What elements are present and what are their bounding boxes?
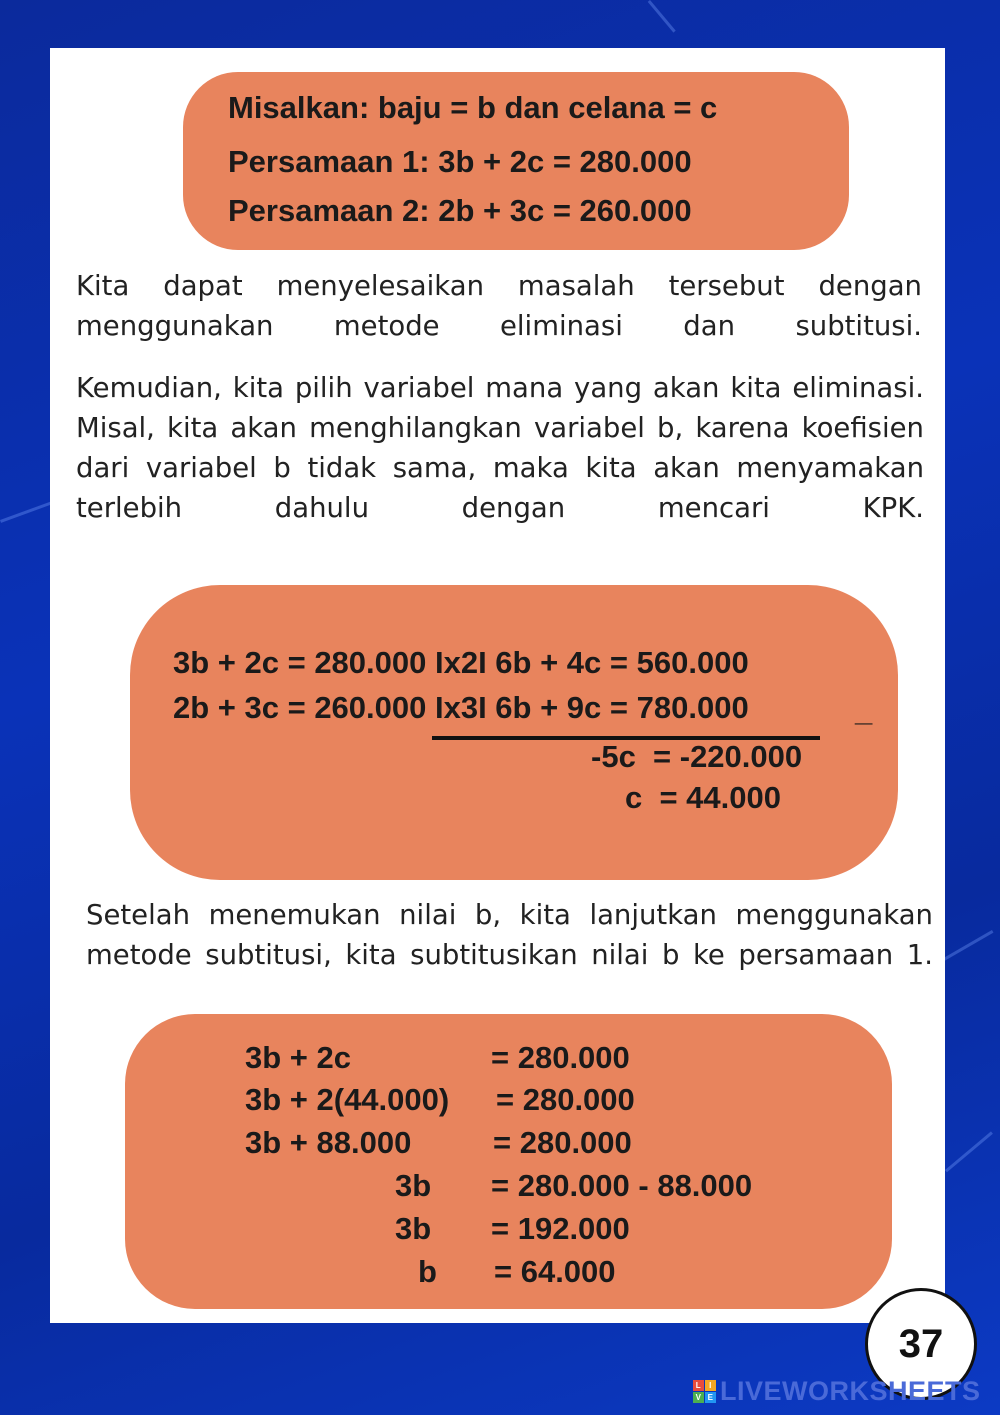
substitution-left: 3b	[395, 1211, 432, 1246]
substitution-left: 3b	[395, 1168, 432, 1203]
elimination-row-1: 3b + 2c = 280.000 Ix2I 6b + 4c = 560.000	[173, 645, 749, 680]
watermark	[693, 1376, 981, 1406]
equation-2-line: Persamaan 2: 2b + 3c = 260.000	[228, 193, 692, 228]
substitution-right: = 280.000	[493, 1125, 632, 1160]
bg-decoration	[648, 0, 676, 33]
paragraph-elimination: Kemudian, kita pilih variabel mana yang akan kita eliminasi. Misal, kita akan menghilangkan variabel b, karena koefisien dari variabel b tidak sama, maka kita akan menyamakan terlebih dahulu dengan mencari KPK.	[76, 372, 924, 524]
elimination-result-row: -5c = -220.000	[591, 739, 803, 774]
bg-decoration	[940, 930, 993, 963]
substitution-left: 3b + 2(44.000)	[245, 1082, 450, 1117]
c-value-row: c = 44.000	[625, 780, 781, 815]
liveworksheets-logo-icon: L I V E	[693, 1380, 716, 1403]
bg-decoration	[0, 499, 57, 522]
equation-1-line: Persamaan 1: 3b + 2c = 280.000	[228, 144, 692, 179]
substitution-left: 3b + 2c	[245, 1040, 351, 1075]
substitution-right: = 280.000	[496, 1082, 635, 1117]
substitution-right: = 280.000	[491, 1040, 630, 1075]
substitution-left: b	[418, 1254, 437, 1289]
watermark-text: LIVEWORKSHEETS	[720, 1375, 981, 1406]
substitution-right: = 280.000 - 88.000	[491, 1168, 753, 1203]
elimination-box	[130, 585, 898, 880]
subtraction-sign: _	[855, 693, 873, 728]
paragraph-substitution: Setelah menemukan nilai b, kita lanjutkan menggunakan metode subtitusi, kita subtitusikan nilai b ke persamaan 1.	[86, 899, 933, 971]
substitution-left: 3b + 88.000	[245, 1125, 412, 1160]
page-number: 37	[898, 1321, 944, 1366]
substitution-right: = 64.000	[494, 1254, 616, 1289]
substitution-right: = 192.000	[491, 1211, 630, 1246]
elimination-row-2: 2b + 3c = 260.000 Ix3I 6b + 9c = 780.000	[173, 690, 749, 725]
definition-line: Misalkan: baju = b dan celana = c	[228, 90, 718, 125]
paragraph-method: Kita dapat menyelesaikan masalah tersebut dengan menggunakan metode eliminasi dan subtitusi.	[76, 270, 922, 342]
bg-decoration	[945, 1131, 993, 1172]
